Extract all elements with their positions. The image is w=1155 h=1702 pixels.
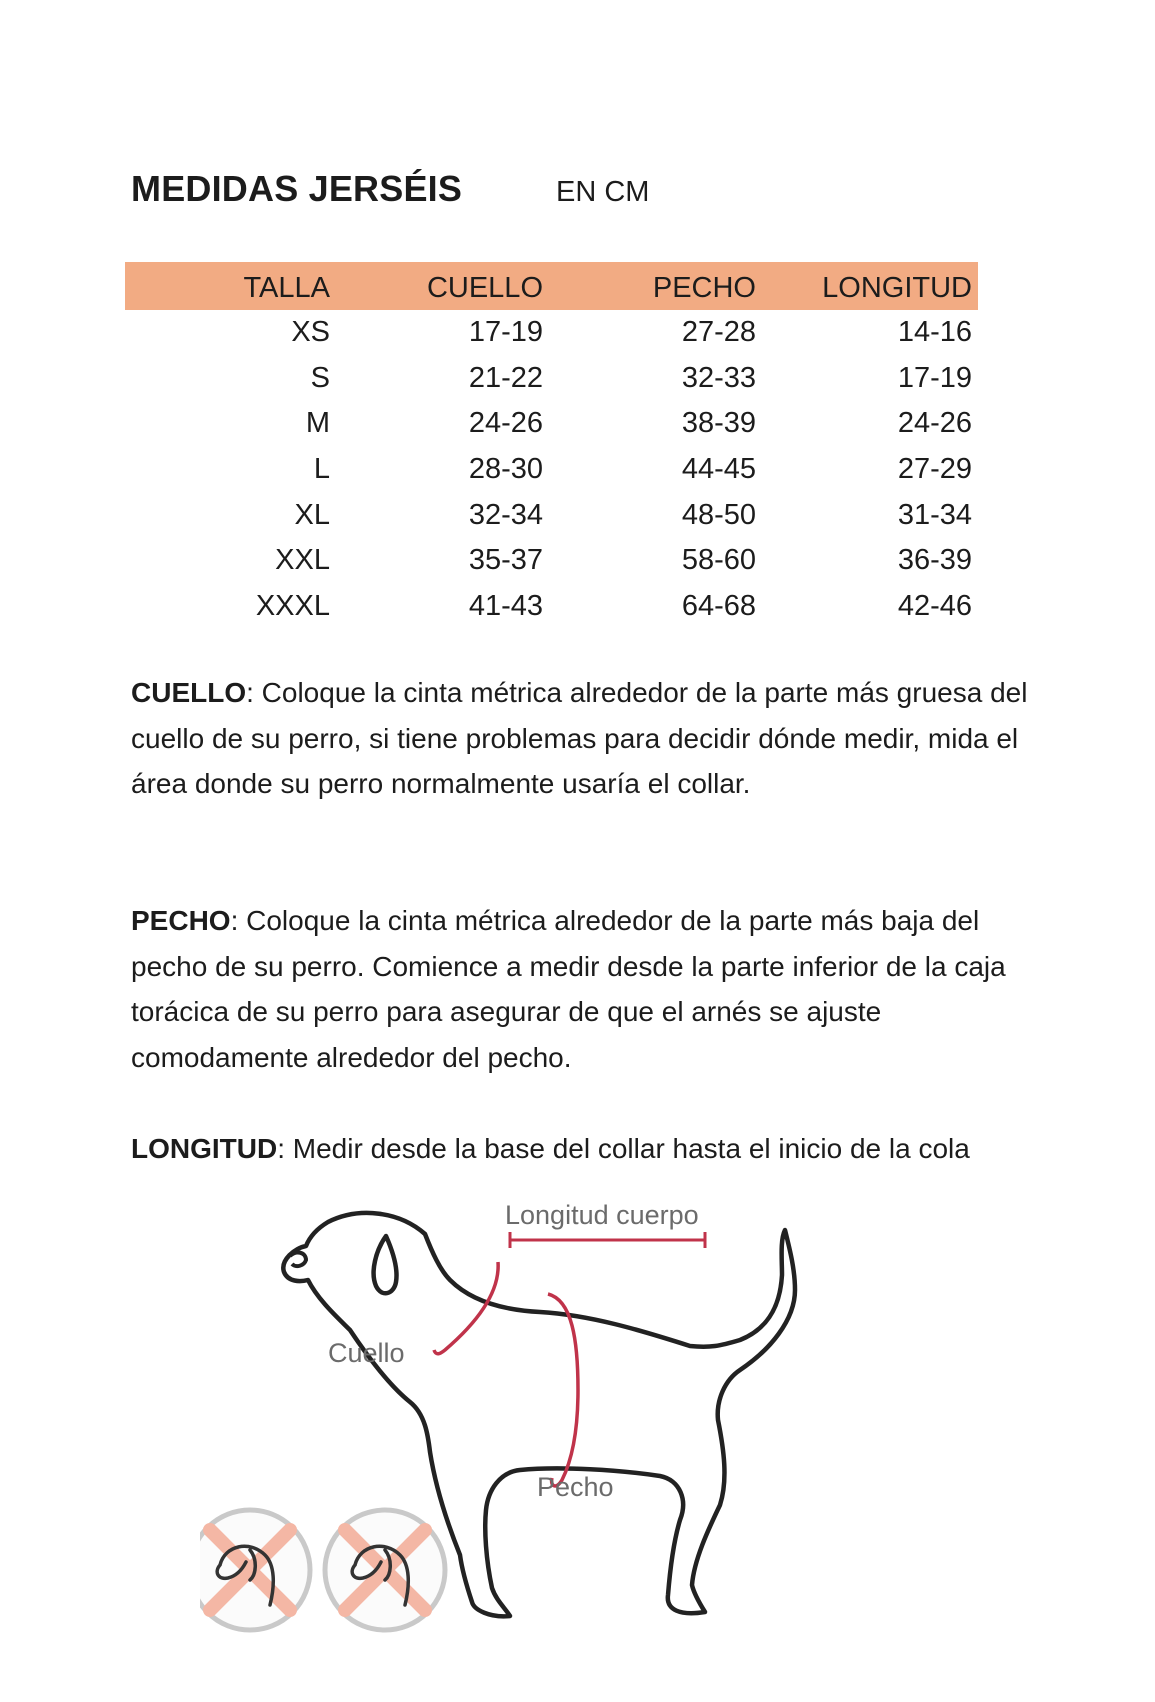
dog-ear-icon [374,1236,397,1293]
table-row [125,492,978,538]
cell-longitud: 14-16 [897,316,972,349]
size-table [125,262,978,629]
table-header-row [125,262,978,310]
cell-cuello: 35-37 [468,544,543,577]
cell-pecho: 32-33 [681,361,756,394]
header-cuello: CUELLO [336,262,549,310]
cell-cuello: 28-30 [468,453,543,486]
cell-longitud: 24-26 [897,407,972,440]
label-cuello: Cuello [328,1338,405,1368]
cell-longitud: 31-34 [897,498,972,531]
instruction-longitud-text: : Medir desde la base del collar hasta el inicio de la cola [277,1133,970,1164]
unit-label: EN CM [556,176,650,208]
cell-longitud: 36-39 [897,544,972,577]
chest-measure-line [548,1294,578,1486]
table-row [125,538,978,584]
table-row [125,356,978,402]
cell-pecho: 58-60 [681,544,756,577]
instruction-cuello-text: : Coloque la cinta métrica alrededor de la parte más gruesa del cuello de su perro, si tiene problemas para decidir dónde medir, mida el área donde su perro normalmente usaría el collar. [131,677,1028,800]
table-row [125,401,978,447]
cell-talla: XXXL [255,589,330,622]
instruction-pecho [131,898,1031,1081]
wrong-measure-circle-icon [200,1510,310,1630]
cell-talla: L [313,453,330,486]
label-longitud-cuerpo: Longitud cuerpo [505,1200,699,1230]
instruction-longitud [131,1126,1031,1172]
instruction-cuello [131,670,1031,807]
cell-longitud: 27-29 [897,453,972,486]
instruction-pecho-label: PECHO [131,905,231,936]
instruction-longitud-label: LONGITUD [131,1133,278,1164]
cell-talla: S [310,361,330,394]
instruction-cuello-label: CUELLO [131,677,247,708]
header-talla: TALLA [125,262,336,310]
cell-cuello: 32-34 [468,498,543,531]
cell-cuello: 24-26 [468,407,543,440]
cell-talla: XS [291,316,330,349]
cell-pecho: 48-50 [681,498,756,531]
page-title: MEDIDAS JERSÉIS [131,168,463,209]
cell-longitud: 17-19 [897,361,972,394]
cell-pecho: 27-28 [681,316,756,349]
table-row [125,447,978,493]
cell-talla: XL [294,498,330,531]
cell-cuello: 17-19 [468,316,543,349]
cell-cuello: 21-22 [468,361,543,394]
header-longitud: LONGITUD [762,262,978,310]
wrong-measure-circle-icon [325,1510,445,1630]
cell-talla: XXL [275,544,330,577]
cell-talla: M [305,407,330,440]
cell-cuello: 41-43 [468,589,543,622]
cell-longitud: 42-46 [897,589,972,622]
header-pecho: PECHO [549,262,762,310]
instruction-pecho-text: : Coloque la cinta métrica alrededor de la parte más baja del pecho de su perro. Comience a medir desde la parte inferior de la caja torácica de su perro para asegurar de que el arnés se ajuste comodamente alrededor del pecho. [131,905,1006,1074]
cell-pecho: 44-45 [681,453,756,486]
label-pecho: Pecho [537,1472,614,1502]
dog-measurement-diagram [200,1190,920,1660]
cell-pecho: 64-68 [681,589,756,622]
table-row [125,584,978,630]
cell-pecho: 38-39 [681,407,756,440]
table-row [125,310,978,356]
dog-nose-icon [290,1253,306,1267]
